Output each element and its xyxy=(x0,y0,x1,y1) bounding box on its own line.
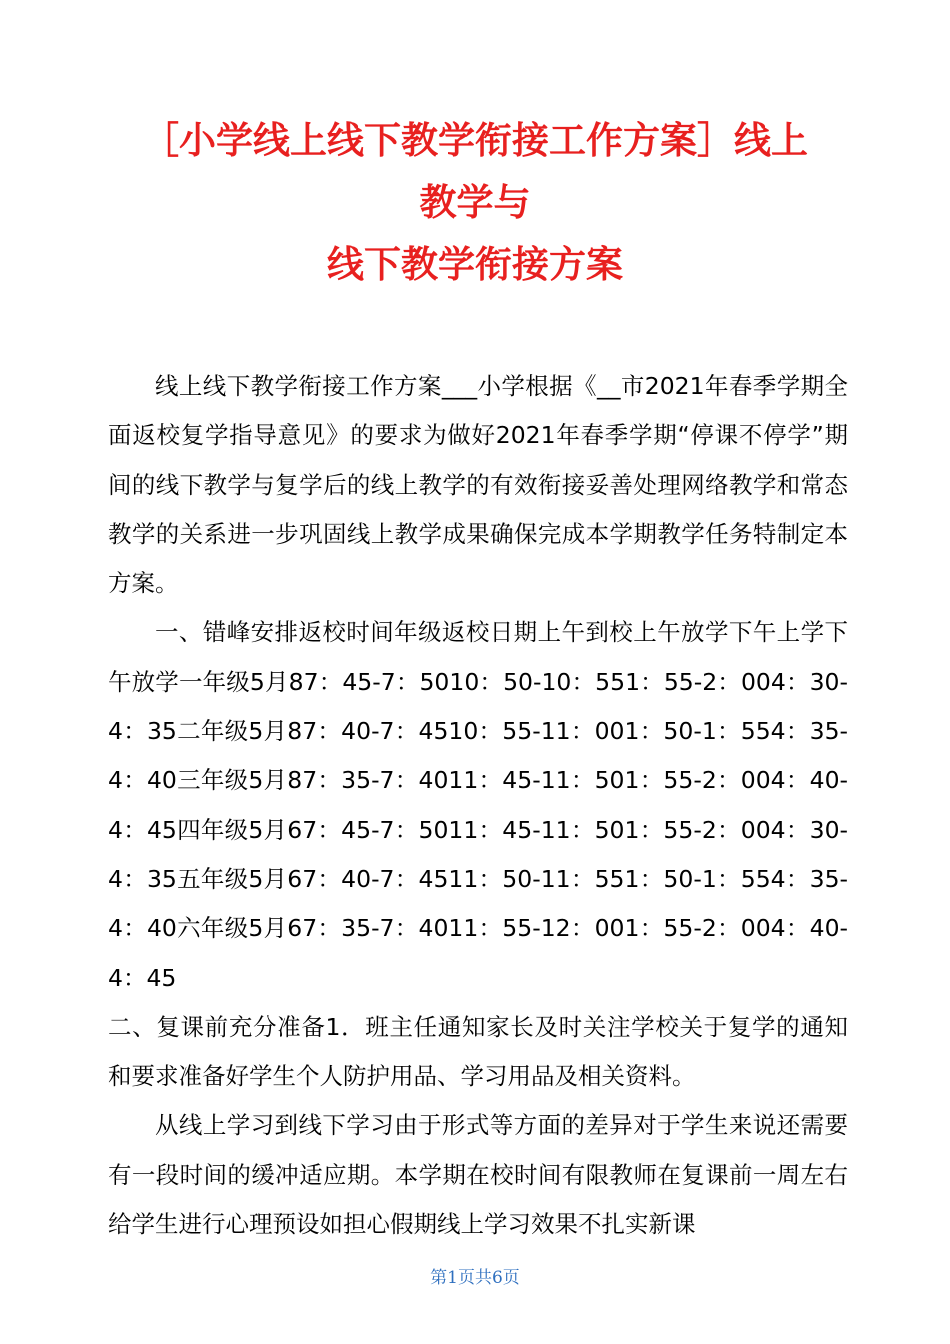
paragraph-preparation: 二、复课前充分准备1．班主任通知家长及时关注学校关于复学的通知和要求准备好学生个人防护用品、学习用品及相关资料。 xyxy=(108,1012,848,1091)
page-number-footer: 第1页共6页 xyxy=(430,1268,520,1288)
paragraph-transition: 从线上学习到线下学习由于形式等方面的差异对于学生来说还需要有一段时间的缓冲适应期。本学期在校时间有限教师在复课前一周左右给学生进行心理预设如担心假期线上学习效果不扎实新课 xyxy=(108,1111,848,1239)
paragraph-schedule: 一、错峰安排返校时间年级返校日期上午到校上午放学下午上学下午放学一年级5月87：45-7：5010：50-10：551：55-2：004：30-4：35二年级5月87：40-7：4510：55-11：001：50-1：554：35-4：40三年级5月87：35-7：4011：45-11：501：55-2：004：40-4：45四年级5月67：45-7：5011：45-11：501：55-2：004：30-4：35五年级5月67：40-7：4511：50-11：551：50-1：554：35-4：40六年级5月67：35-7：4011：55-12：001：55-2：004：40-4：45 xyxy=(108,618,848,992)
title-line-1: ［小学线上线下教学衔接工作方案］线上 xyxy=(142,119,808,162)
document-body xyxy=(108,362,848,1249)
title-line-2: 教学与 xyxy=(419,181,531,224)
document-title xyxy=(100,110,850,296)
paragraph-intro: 线上线下教学衔接工作方案___小学根据《__市2021年春季学期全面返校复学指导意见》的要求为做好2021年春季学期“停课不停学”期间的线下教学与复学后的线上教学的有效衔接妥善处理网络教学和常态教学的关系进一步巩固线上教学成果确保完成本学期教学任务特制定本方案。 xyxy=(108,372,848,598)
title-line-3: 线下教学衔接方案 xyxy=(327,243,623,286)
